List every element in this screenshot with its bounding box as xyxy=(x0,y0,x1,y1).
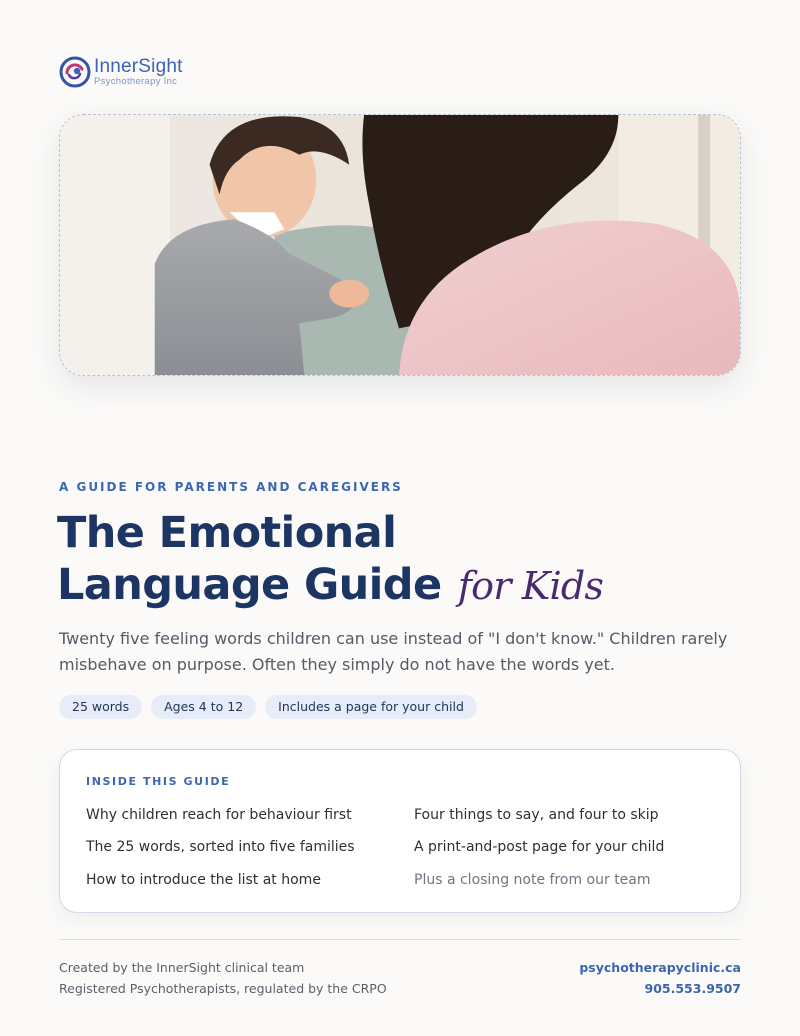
inside-guide-label: INSIDE THIS GUIDE xyxy=(86,775,231,788)
phone-link[interactable]: 905.553.9507 xyxy=(644,981,741,996)
footer-credits xyxy=(59,957,387,999)
tag-word-count: 25 words xyxy=(59,695,142,719)
contents-item: The 25 words, sorted into five families xyxy=(86,839,355,855)
contents-item: Four things to say, and four to skip xyxy=(414,807,659,823)
footer-registration: Registered Psychotherapists, regulated by the CRPO xyxy=(59,981,387,996)
page-title xyxy=(57,507,747,612)
brand-subtitle: Psychotherapy Inc xyxy=(94,76,178,88)
tag-child-page: Includes a page for your child xyxy=(265,695,477,719)
contents-item: Why children reach for behaviour first xyxy=(86,807,352,823)
eyebrow-label: A GUIDE FOR PARENTS AND CAREGIVERS xyxy=(59,480,403,494)
brand-name: InnerSight xyxy=(94,56,183,78)
contents-item-closing-note: Plus a closing note from our team xyxy=(414,872,651,888)
footer-contact xyxy=(579,957,741,999)
footer-credit: Created by the InnerSight clinical team xyxy=(59,960,305,975)
title-accent: for Kids xyxy=(457,564,604,608)
brand-logo xyxy=(59,56,183,88)
swirl-logo-icon xyxy=(59,56,91,88)
hero-photo xyxy=(59,114,741,376)
contents-item: A print-and-post page for your child xyxy=(414,839,665,855)
title-line-1: The Emotional xyxy=(57,508,397,558)
tag-list xyxy=(59,695,477,719)
inside-guide-card xyxy=(59,749,741,913)
title-line-2: Language Guide xyxy=(57,560,442,610)
contents-item: How to introduce the list at home xyxy=(86,872,321,888)
tag-ages: Ages 4 to 12 xyxy=(151,695,256,719)
website-link[interactable]: psychotherapyclinic.ca xyxy=(579,960,741,975)
footer-divider xyxy=(59,939,741,940)
intro-paragraph: Twenty five feeling words children can use instead of "I don't know." Children rarely misbehave on purpose. Often they simply do not have the words yet. xyxy=(59,629,728,674)
